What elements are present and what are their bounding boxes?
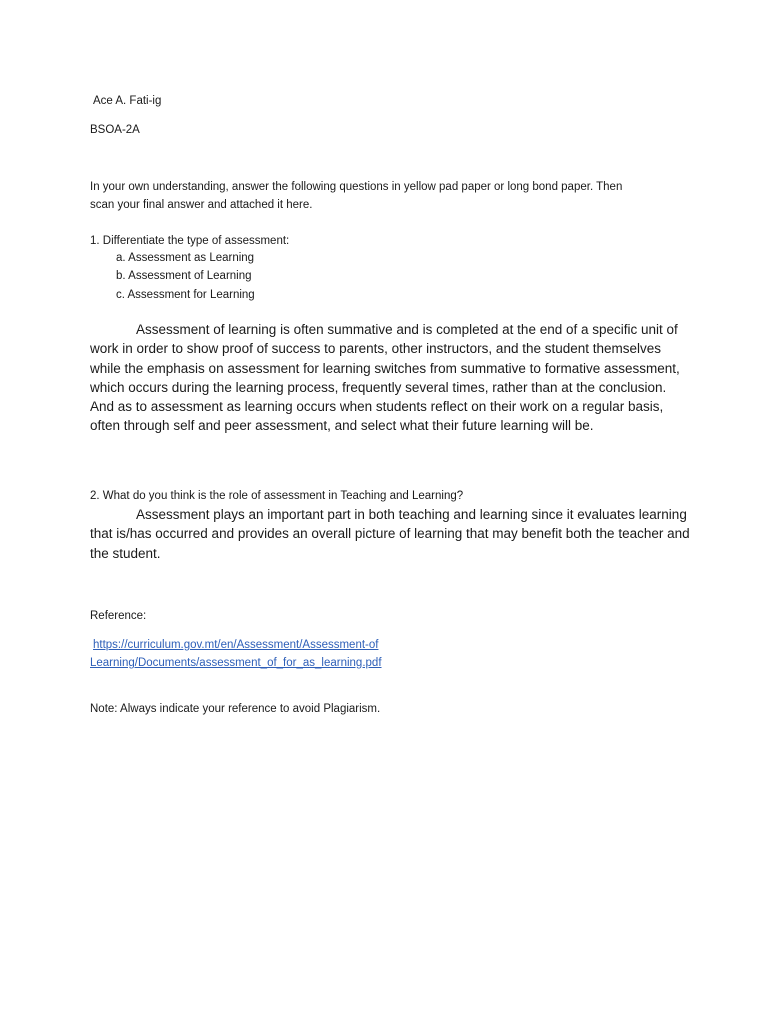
student-section: BSOA-2A [90,124,140,136]
instructions-line-1: In your own understanding, answer the following questions in yellow pad paper or long bond paper. Then [90,181,623,193]
answer-1: Assessment of learning is often summative and is completed at the end of a specific unit of work in order to show proof of success to parents, other instructors, and the student themselves while the emphasis on assessment for learning switches from summative to formative assessment, which occurs during the learning process, frequently several times, rather than at the conclusion. And as to assessment as learning occurs when students reflect on their work on a regular basis, often through self and peer assessment, and select what their future learning will be. [90,322,680,434]
reference-link-line-1[interactable]: https://curriculum.gov.mt/en/Assessment/Assessment-of [93,639,379,651]
student-name: Ace A. Fati-ig [93,95,162,107]
instructions-line-2: scan your final answer and attached it here. [90,199,313,211]
question-1-option-a: a. Assessment as Learning [116,252,255,264]
question-1: 1. Differentiate the type of assessment: [90,235,290,247]
question-1-option-c: c. Assessment for Learning [116,289,255,301]
reference-link-line-2[interactable]: Learning/Documents/assessment_of_for_as_learning.pdf [90,657,382,669]
reference-link[interactable] [90,636,382,672]
question-1-option-b: b. Assessment of Learning [116,270,252,282]
answer-2: Assessment plays an important part in both teaching and learning since it evaluates learning that is/has occurred and provides an overall picture of learning that may benefit both the teacher and the student. [90,507,690,561]
question-2: 2. What do you think is the role of assessment in Teaching and Learning? [90,490,464,502]
plagiarism-note: Note: Always indicate your reference to avoid Plagiarism. [90,703,381,715]
reference-label: Reference: [90,610,147,622]
